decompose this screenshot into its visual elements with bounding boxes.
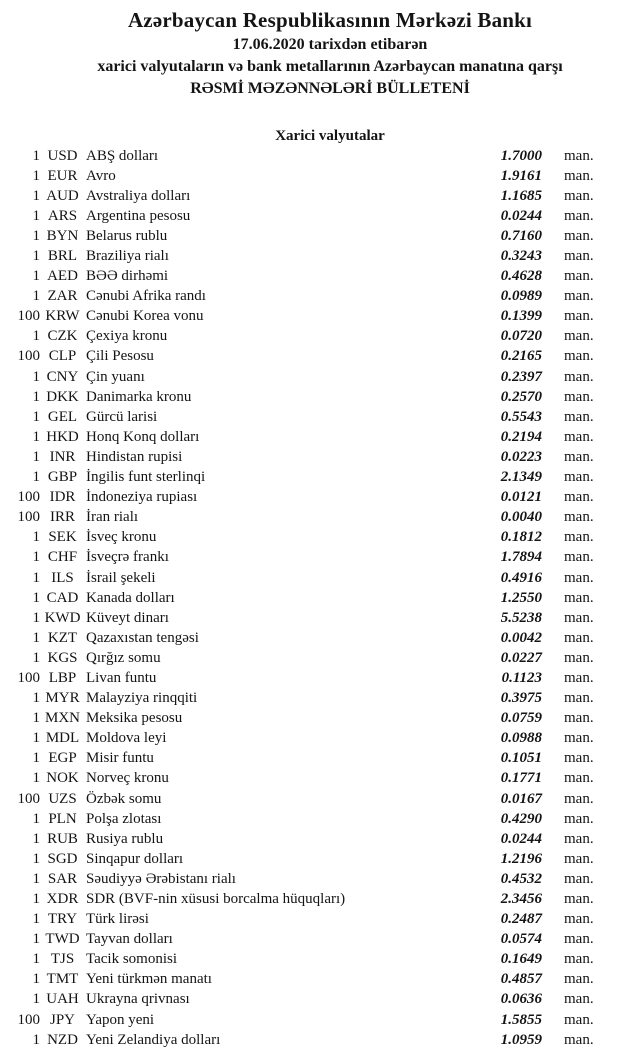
- currency-rate: 1.9161: [500, 167, 542, 184]
- currency-name: Çili Pesosu: [86, 348, 154, 365]
- currency-row: [0, 146, 620, 166]
- currency-unit: man.: [564, 810, 594, 827]
- currency-name: Avstraliya dolları: [86, 187, 191, 204]
- currency-name: Yeni türkmən manatı: [86, 971, 212, 988]
- currency-unit: man.: [564, 388, 594, 405]
- currency-code: KWD: [44, 609, 81, 626]
- currency-unit: man.: [564, 187, 594, 204]
- currency-code: UAH: [46, 991, 79, 1008]
- currency-unit: man.: [564, 1031, 594, 1048]
- currency-rate: 0.3975: [500, 690, 542, 707]
- currency-rate: 1.1685: [500, 187, 542, 204]
- currency-code: LBP: [48, 669, 77, 686]
- currency-code: USD: [47, 147, 78, 164]
- currency-row: [0, 869, 620, 889]
- currency-name: İran rialı: [86, 509, 139, 526]
- currency-unit: man.: [564, 609, 594, 626]
- currency-quantity: 1: [32, 891, 40, 908]
- currency-unit: man.: [564, 951, 594, 968]
- currency-code: HKD: [46, 428, 79, 445]
- currency-rate: 0.7160: [500, 227, 542, 244]
- currency-unit: man.: [564, 669, 594, 686]
- currency-rate: 0.0167: [500, 790, 542, 807]
- currency-rate: 0.1649: [500, 951, 542, 968]
- currency-unit: man.: [564, 509, 594, 526]
- currency-row: [0, 689, 620, 709]
- currency-row: [0, 226, 620, 246]
- currency-quantity: 1: [32, 187, 40, 204]
- currency-row: [0, 327, 620, 347]
- currency-code: TRY: [47, 911, 78, 928]
- currency-row: [0, 1030, 620, 1050]
- currency-unit: man.: [564, 368, 594, 385]
- currency-row: [0, 307, 620, 327]
- currency-rate: 0.0720: [500, 328, 542, 345]
- currency-quantity: 1: [32, 408, 40, 425]
- currency-name: Meksika pesosu: [86, 710, 183, 727]
- currency-code: SAR: [47, 870, 78, 887]
- currency-unit: man.: [564, 348, 594, 365]
- currency-rate: 0.1123: [501, 669, 542, 686]
- currency-rate: 0.3243: [500, 248, 542, 265]
- currency-rate: 0.0244: [500, 830, 542, 847]
- currency-quantity: 100: [17, 509, 40, 526]
- currency-row: [0, 970, 620, 990]
- currency-row: [0, 267, 620, 287]
- currency-unit: man.: [564, 207, 594, 224]
- currency-name: Özbək somu: [86, 790, 162, 807]
- currency-name: Cənubi Korea vonu: [86, 308, 204, 325]
- currency-unit: man.: [564, 589, 594, 606]
- currency-unit: man.: [564, 690, 594, 707]
- currency-code: TJS: [50, 951, 75, 968]
- currency-unit: man.: [564, 1011, 594, 1028]
- currency-rate: 0.0227: [500, 649, 542, 666]
- currency-quantity: 1: [32, 951, 40, 968]
- currency-code: ILS: [51, 569, 74, 586]
- currency-row: [0, 468, 620, 488]
- currency-unit: man.: [564, 870, 594, 887]
- currency-code: TWD: [45, 931, 80, 948]
- currency-quantity: 1: [32, 569, 40, 586]
- currency-rate: 0.0121: [500, 489, 542, 506]
- currency-code: CHF: [47, 549, 78, 566]
- currency-quantity: 1: [32, 268, 40, 285]
- currency-quantity: 1: [32, 931, 40, 948]
- currency-quantity: 1: [32, 911, 40, 928]
- currency-name: Honq Konq dolları: [86, 428, 200, 445]
- currency-name: ABŞ dolları: [86, 147, 159, 164]
- currency-row: [0, 910, 620, 930]
- currency-rate: 0.2194: [500, 428, 542, 445]
- currency-unit: man.: [564, 770, 594, 787]
- currency-quantity: 1: [32, 810, 40, 827]
- exchange-rates-table: [0, 146, 620, 1050]
- currency-name: Belarus rublu: [86, 227, 168, 244]
- currency-unit: man.: [564, 891, 594, 908]
- currency-row: [0, 829, 620, 849]
- currency-row: [0, 287, 620, 307]
- currency-name: Çin yuanı: [86, 368, 145, 385]
- currency-unit: man.: [564, 830, 594, 847]
- currency-unit: man.: [564, 911, 594, 928]
- currency-code: KGS: [47, 649, 78, 666]
- currency-row: [0, 367, 620, 387]
- currency-code: EUR: [47, 167, 78, 184]
- currency-code: INR: [49, 448, 76, 465]
- currency-rate: 0.2397: [500, 368, 542, 385]
- currency-quantity: 1: [32, 971, 40, 988]
- currency-code: CLP: [48, 348, 77, 365]
- currency-rate: 0.4628: [500, 268, 542, 285]
- currency-rate: 1.2550: [500, 589, 542, 606]
- currency-code: IRR: [49, 509, 75, 526]
- currency-rate: 5.5238: [500, 609, 542, 626]
- currency-unit: man.: [564, 850, 594, 867]
- currency-code: XDR: [46, 891, 79, 908]
- currency-name: Danimarka kronu: [86, 388, 192, 405]
- currency-row: [0, 427, 620, 447]
- currency-name: Rusiya rublu: [86, 830, 164, 847]
- currency-row: [0, 709, 620, 729]
- currency-name: İsveçrə frankı: [86, 549, 169, 566]
- currency-code: CZK: [47, 328, 78, 345]
- currency-name: Sinqapur dolları: [86, 850, 184, 867]
- currency-rate: 0.4290: [500, 810, 542, 827]
- currency-quantity: 1: [32, 609, 40, 626]
- currency-code: MYR: [45, 690, 80, 707]
- currency-code: MDL: [45, 730, 80, 747]
- currency-rate: 0.0223: [500, 448, 542, 465]
- currency-unit: man.: [564, 147, 594, 164]
- currency-quantity: 1: [32, 730, 40, 747]
- currency-code: CNY: [46, 368, 79, 385]
- currency-row: [0, 588, 620, 608]
- currency-row: [0, 407, 620, 427]
- currency-name: Qazaxıstan tengəsi: [86, 629, 199, 646]
- currency-quantity: 1: [32, 428, 40, 445]
- currency-name: Cənubi Afrika randı: [86, 288, 206, 305]
- currency-quantity: 1: [32, 448, 40, 465]
- currency-code: ARS: [47, 207, 78, 224]
- currency-quantity: 1: [32, 469, 40, 486]
- currency-quantity: 1: [32, 248, 40, 265]
- currency-unit: man.: [564, 248, 594, 265]
- currency-row: [0, 889, 620, 909]
- currency-row: [0, 849, 620, 869]
- currency-name: BƏƏ dirhəmi: [86, 268, 169, 285]
- currency-rate: 0.0574: [500, 931, 542, 948]
- currency-quantity: 1: [32, 549, 40, 566]
- currency-row: [0, 447, 620, 467]
- currency-quantity: 1: [32, 830, 40, 847]
- currency-quantity: 1: [32, 649, 40, 666]
- currency-quantity: 1: [32, 388, 40, 405]
- currency-quantity: 1: [32, 710, 40, 727]
- currency-name: Avro: [86, 167, 116, 184]
- currency-rate: 1.7000: [500, 147, 542, 164]
- currency-quantity: 1: [32, 288, 40, 305]
- currency-unit: man.: [564, 328, 594, 345]
- currency-name: Misir funtu: [86, 750, 154, 767]
- currency-name: Tayvan dolları: [86, 931, 173, 948]
- currency-code: TMT: [46, 971, 79, 988]
- currency-quantity: 1: [32, 147, 40, 164]
- currency-code: BRL: [47, 248, 78, 265]
- currency-quantity: 100: [17, 790, 40, 807]
- currency-code: AED: [47, 268, 78, 285]
- subject-line: xarici valyutaların və bank metallarının Azərbaycan manatına qarşı: [97, 58, 563, 75]
- currency-rate: 1.2196: [500, 850, 542, 867]
- effective-date-line: 17.06.2020 tarixdən etibarən: [232, 36, 428, 53]
- currency-quantity: 1: [32, 991, 40, 1008]
- currency-row: [0, 1010, 620, 1030]
- currency-name: Çexiya kronu: [86, 328, 168, 345]
- currency-name: Yeni Zelandiya dolları: [86, 1031, 221, 1048]
- currency-code: MXN: [44, 710, 80, 727]
- currency-row: [0, 548, 620, 568]
- currency-rate: 0.1812: [500, 529, 542, 546]
- currency-row: [0, 950, 620, 970]
- currency-rate: 1.0959: [500, 1031, 542, 1048]
- currency-row: [0, 186, 620, 206]
- currency-name: Ukrayna qrivnası: [86, 991, 190, 1008]
- currency-code: NOK: [46, 770, 79, 787]
- currency-quantity: 1: [32, 750, 40, 767]
- currency-rate: 0.1771: [500, 770, 542, 787]
- currency-quantity: 1: [32, 207, 40, 224]
- currency-name: İsrail şekeli: [86, 569, 156, 586]
- currency-name: Polşa zlotası: [86, 810, 162, 827]
- currency-rate: 0.0989: [500, 288, 542, 305]
- currency-row: [0, 246, 620, 266]
- currency-name: Qırğız somu: [86, 649, 161, 666]
- currency-row: [0, 749, 620, 769]
- currency-name: Yapon yeni: [86, 1011, 155, 1028]
- currency-unit: man.: [564, 790, 594, 807]
- bulletin-header: [0, 6, 620, 100]
- currency-rate: 0.4532: [500, 870, 542, 887]
- currency-unit: man.: [564, 991, 594, 1008]
- currency-unit: man.: [564, 569, 594, 586]
- currency-quantity: 100: [17, 348, 40, 365]
- currency-unit: man.: [564, 308, 594, 325]
- currency-name: Norveç kronu: [86, 770, 169, 787]
- currency-unit: man.: [564, 448, 594, 465]
- official-rates-bulletin-title: RƏSMİ MƏZƏNNƏLƏRİ BÜLLETENİ: [190, 80, 470, 97]
- currency-quantity: 1: [32, 770, 40, 787]
- currency-quantity: 1: [32, 1031, 40, 1048]
- currency-quantity: 1: [32, 167, 40, 184]
- currency-unit: man.: [564, 649, 594, 666]
- currency-quantity: 1: [32, 589, 40, 606]
- currency-code: DKK: [46, 388, 79, 405]
- currency-unit: man.: [564, 268, 594, 285]
- currency-row: [0, 729, 620, 749]
- currency-unit: man.: [564, 408, 594, 425]
- currency-code: PLN: [48, 810, 77, 827]
- currency-rate: 0.0040: [500, 509, 542, 526]
- currency-rate: 0.0636: [500, 991, 542, 1008]
- currency-rate: 0.1051: [500, 750, 542, 767]
- currency-quantity: 1: [32, 690, 40, 707]
- currency-unit: man.: [564, 529, 594, 546]
- currency-row: [0, 990, 620, 1010]
- currency-name: Braziliya rialı: [86, 248, 169, 265]
- currency-name: Moldova leyi: [86, 730, 167, 747]
- currency-row: [0, 769, 620, 789]
- currency-row: [0, 206, 620, 226]
- currency-rate: 2.1349: [500, 469, 542, 486]
- currency-row: [0, 789, 620, 809]
- currency-unit: man.: [564, 549, 594, 566]
- currency-rate: 0.0759: [500, 710, 542, 727]
- currency-unit: man.: [564, 730, 594, 747]
- currency-name: İndoneziya rupiası: [86, 489, 198, 506]
- currency-name: Səudiyyə Ərəbistanı rialı: [86, 870, 236, 887]
- currency-row: [0, 668, 620, 688]
- currency-name: Gürcü larisi: [86, 408, 158, 425]
- currency-code: EGP: [48, 750, 77, 767]
- currency-rate: 0.2165: [500, 348, 542, 365]
- currency-rate: 0.5543: [500, 408, 542, 425]
- currency-unit: man.: [564, 428, 594, 445]
- currency-quantity: 1: [32, 870, 40, 887]
- currency-code: SGD: [47, 850, 78, 867]
- currency-unit: man.: [564, 227, 594, 244]
- currency-code: BYN: [46, 227, 79, 244]
- currency-quantity: 1: [32, 629, 40, 646]
- currency-row: [0, 608, 620, 628]
- currency-name: Malayziya rinqqiti: [86, 690, 198, 707]
- currency-code: GEL: [47, 408, 78, 425]
- currency-rate: 0.4857: [500, 971, 542, 988]
- bank-name-title: Azərbaycan Respublikasının Mərkəzi Bankı: [127, 8, 533, 32]
- currency-row: [0, 488, 620, 508]
- currency-rate: 0.2487: [500, 911, 542, 928]
- currency-row: [0, 809, 620, 829]
- currency-unit: man.: [564, 710, 594, 727]
- currency-name: Kanada dolları: [86, 589, 175, 606]
- currency-name: Tacik somonisi: [86, 951, 178, 968]
- currency-rate: 0.4916: [500, 569, 542, 586]
- currency-rate: 2.3456: [500, 891, 542, 908]
- currency-code: SEK: [48, 529, 77, 546]
- currency-code: NZD: [47, 1031, 78, 1048]
- currency-code: JPY: [49, 1011, 75, 1028]
- currency-rate: 0.0988: [500, 730, 542, 747]
- currency-unit: man.: [564, 288, 594, 305]
- currency-quantity: 100: [17, 308, 40, 325]
- currency-row: [0, 568, 620, 588]
- currency-rate: 0.1399: [500, 308, 542, 325]
- currency-quantity: 100: [17, 669, 40, 686]
- currency-quantity: 1: [32, 529, 40, 546]
- currency-unit: man.: [564, 629, 594, 646]
- currency-name: Türk lirəsi: [86, 911, 149, 928]
- currency-code: ZAR: [47, 288, 78, 305]
- currency-unit: man.: [564, 931, 594, 948]
- currency-unit: man.: [564, 469, 594, 486]
- currency-code: CAD: [46, 589, 79, 606]
- currency-row: [0, 628, 620, 648]
- currency-unit: man.: [564, 971, 594, 988]
- currency-quantity: 1: [32, 328, 40, 345]
- currency-quantity: 1: [32, 850, 40, 867]
- currency-quantity: 100: [17, 1011, 40, 1028]
- currency-row: [0, 508, 620, 528]
- currency-code: GBP: [47, 469, 78, 486]
- currency-name: Hindistan rupisi: [86, 448, 183, 465]
- currency-name: İsveç kronu: [86, 529, 157, 546]
- currency-code: IDR: [49, 489, 76, 506]
- currency-row: [0, 166, 620, 186]
- currency-unit: man.: [564, 750, 594, 767]
- currency-quantity: 100: [17, 489, 40, 506]
- currency-rate: 0.2570: [500, 388, 542, 405]
- currency-row: [0, 347, 620, 367]
- currency-rate: 1.7894: [500, 549, 542, 566]
- currency-unit: man.: [564, 489, 594, 506]
- currency-row: [0, 387, 620, 407]
- currency-quantity: 1: [32, 368, 40, 385]
- currency-code: KZT: [47, 629, 78, 646]
- currency-code: KRW: [45, 308, 80, 325]
- currency-row: [0, 528, 620, 548]
- currency-quantity: 1: [32, 227, 40, 244]
- currency-unit: man.: [564, 167, 594, 184]
- currency-rate: 1.5855: [500, 1011, 542, 1028]
- currency-name: İngilis funt sterlinqi: [86, 469, 206, 486]
- currency-name: Livan funtu: [86, 669, 157, 686]
- currency-code: RUB: [47, 830, 78, 847]
- currency-name: Argentina pesosu: [86, 207, 191, 224]
- currency-name: SDR (BVF-nin xüsusi borcalma hüquqları): [86, 891, 346, 908]
- currency-name: Küveyt dinarı: [86, 609, 169, 626]
- currency-code: AUD: [46, 187, 79, 204]
- currency-code: UZS: [48, 790, 77, 807]
- currency-row: [0, 930, 620, 950]
- currency-rate: 0.0042: [500, 629, 542, 646]
- section-title-foreign-currencies: Xarici valyutalar: [275, 128, 385, 144]
- currency-row: [0, 648, 620, 668]
- currency-rate: 0.0244: [500, 207, 542, 224]
